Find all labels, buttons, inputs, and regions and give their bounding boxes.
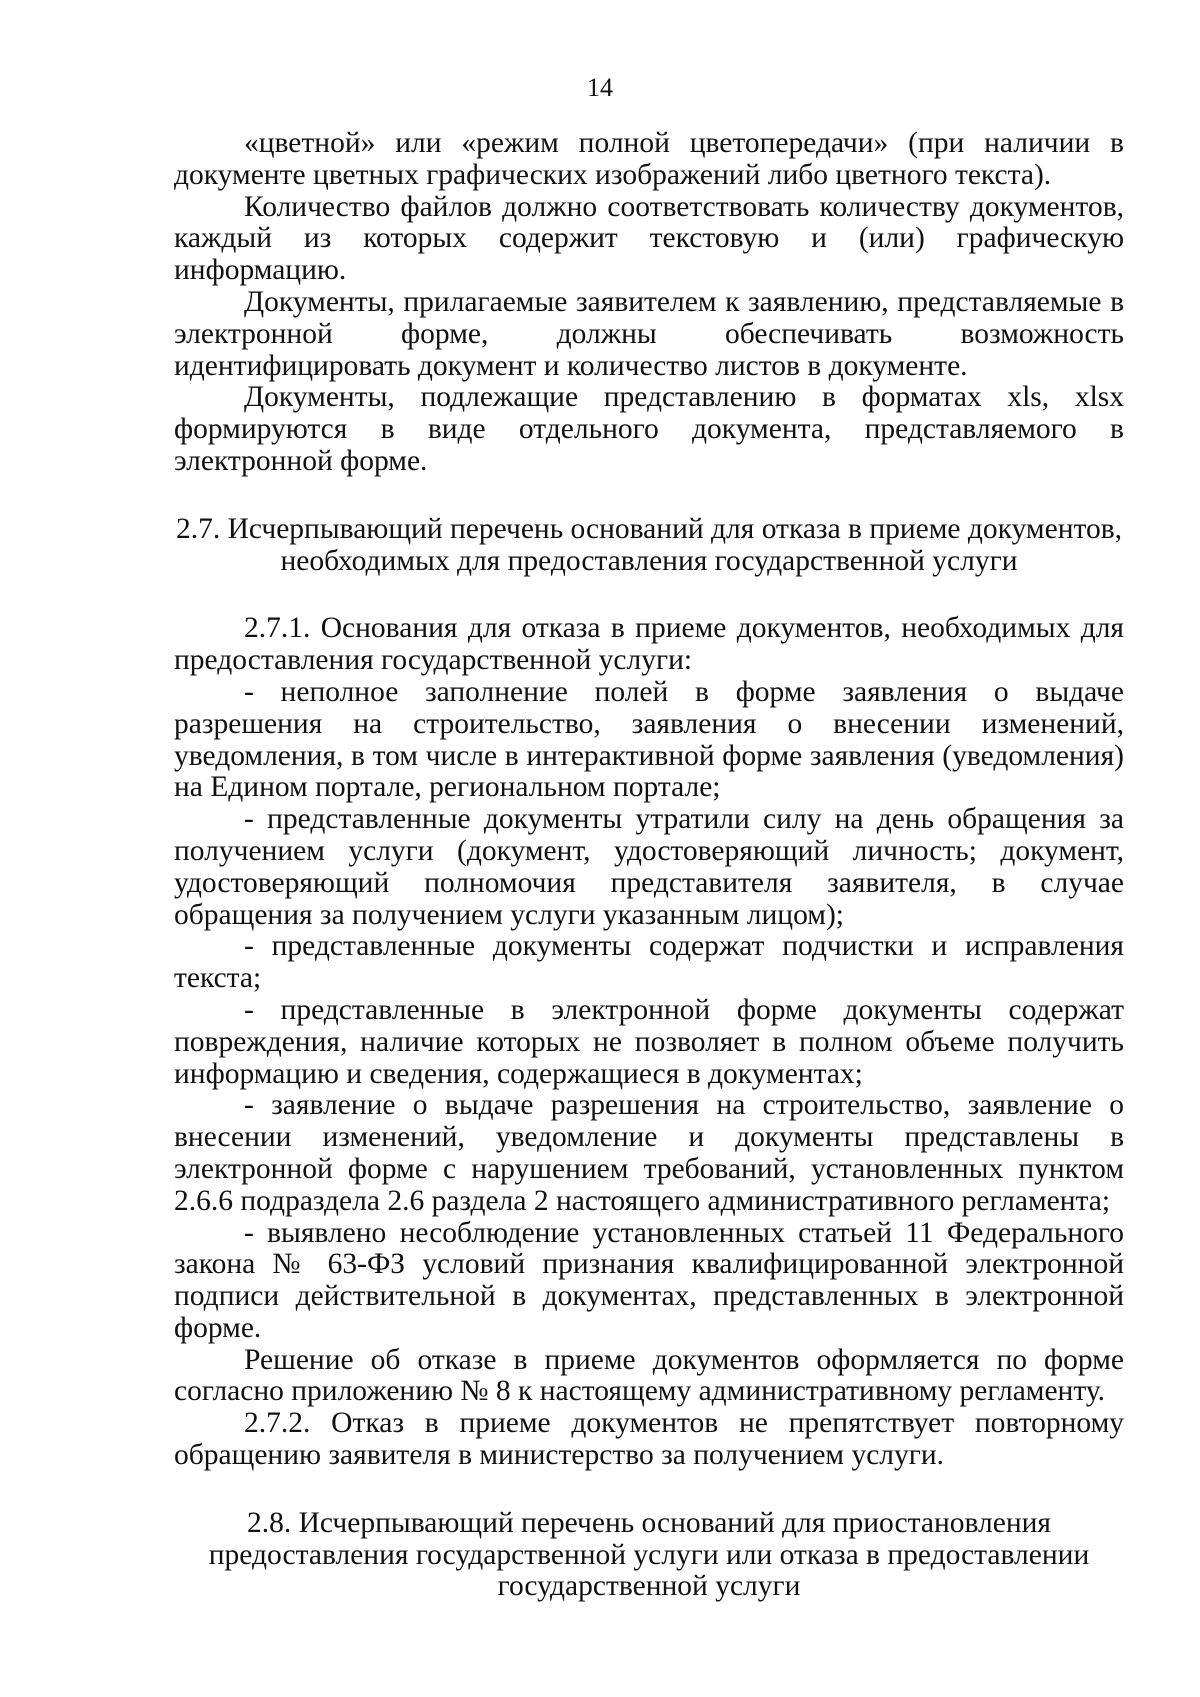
paragraph-file-count: Количество файлов должно соответствовать количеству документов, каждый из которых содержит текстовую и (или) графическую информацию. bbox=[174, 190, 1124, 287]
list-item-incomplete-fields: - неполное заполнение полей в форме заявления о выдаче разрешения на строительство, заявления о внесении изменений, уведомления, в том числе в интерактивной форме заявления (уведомления) на Едином портале, региональном портале; bbox=[174, 675, 1124, 804]
paragraph-attached-documents: Документы, прилагаемые заявителем к заявлению, представляемые в электронной форме, должны обеспечивать возможность идентифицировать документ и количество листов в документе. bbox=[174, 285, 1124, 382]
paragraph-color-mode: «цветной» или «режим полной цветопередачи» (при наличии в документе цветных графических изображений либо цветного текста). bbox=[174, 127, 1124, 191]
paragraph-refusal-decision: Решение об отказе в приеме документов оформляется по форме согласно приложению № 8 к настоящему административному регламенту. bbox=[174, 1343, 1124, 1408]
paragraph-2-7-2: 2.7.2. Отказ в приеме документов не препятствует повторному обращению заявителя в министерство за получением услуги. bbox=[174, 1407, 1124, 1472]
paragraph-2-7-1: 2.7.1. Основания для отказа в приеме документов, необходимых для предоставления государственной услуги: bbox=[174, 612, 1124, 677]
list-item-requirements-violation: - заявление о выдаче разрешения на строительство, заявление о внесении изменений, уведомление и документы представлены в электронной форме с нарушением требований, установленных пунктом 2.6.6 подраздела 2.6 раздела 2 настоящего административного регламента; bbox=[174, 1089, 1124, 1217]
list-item-expired-documents: - представленные документы утратили силу на день обращения за получением услуги (документ, удостоверяющий личность; документ, удостоверяющий полномочия представителя заявителя, в случае обращения за получением услуги указанным лицом); bbox=[174, 803, 1124, 931]
spacer bbox=[174, 1472, 1124, 1508]
list-item-signature-invalid: - выявлено несоблюдение установленных статьей 11 Федерального закона № 63-ФЗ условий признания квалифицированной электронной подписи действительной в документах, представленных в электронной форме. bbox=[174, 1216, 1124, 1344]
section-heading-2-7: 2.7. Исчерпывающий перечень оснований для отказа в приеме документов, необходимых для предоставления государственной услуги bbox=[175, 512, 1123, 577]
section-heading-2-8: 2.8. Исчерпывающий перечень оснований для приостановления предоставления государственной услуги или отказа в предоставлении государственной услуги bbox=[208, 1506, 1090, 1603]
document-body bbox=[174, 128, 1124, 1603]
spacer bbox=[174, 577, 1124, 613]
spacer bbox=[174, 478, 1124, 514]
paragraph-xls-formats: Документы, подлежащие представлению в форматах xls, xlsx формируются в виде отдельного документа, представляемого в электронной форме. bbox=[174, 381, 1124, 477]
list-item-damaged-documents: - представленные в электронной форме документы содержат повреждения, наличие которых не позволяет в полном объеме получить информацию и сведения, содержащиеся в документах; bbox=[174, 993, 1124, 1090]
page-number: 14 bbox=[587, 73, 613, 102]
list-item-corrections: - представленные документы содержат подчистки и исправления текста; bbox=[174, 930, 1124, 995]
